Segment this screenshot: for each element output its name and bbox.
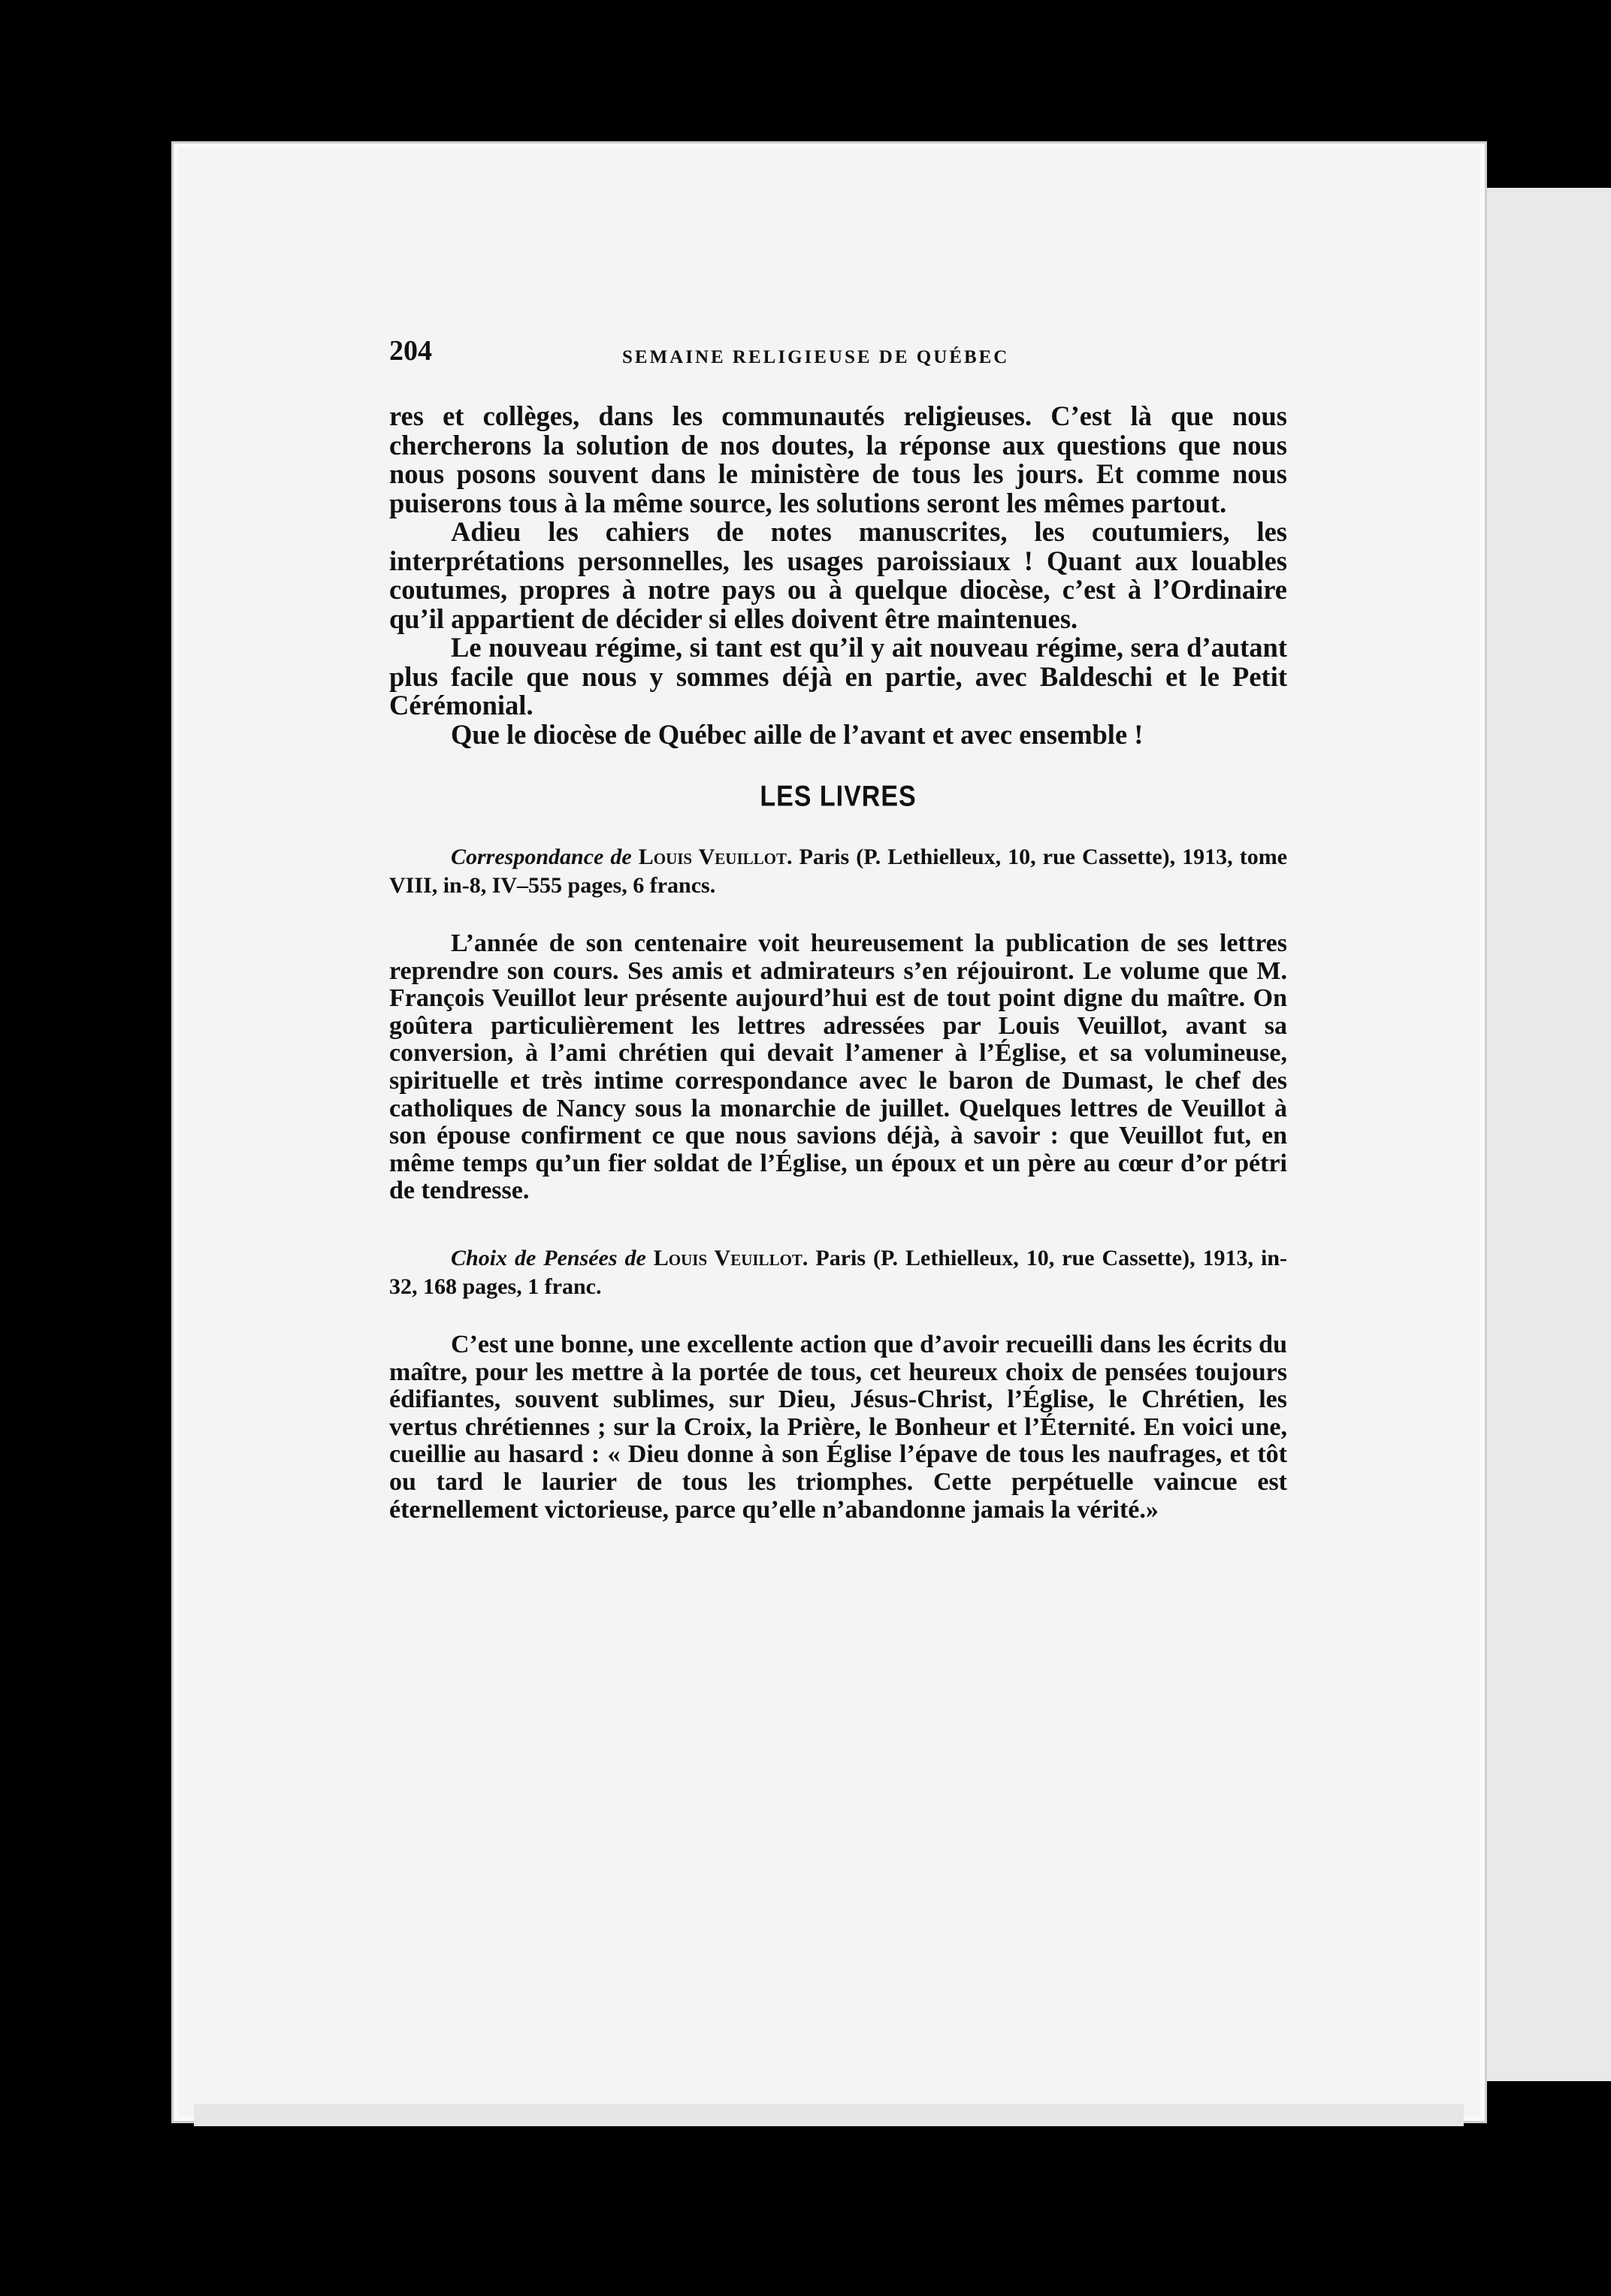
page-bottom-edge <box>194 2104 1464 2126</box>
book-title: Correspondance de <box>451 844 632 869</box>
paragraph-nouveau-regime: Le nouveau régime, si tant est qu’il y ait nouveau régime, sera d’autant plus facile que nous y sommes déjà en partie, avec Baldeschi et le Petit Cérémonial. <box>389 632 1287 721</box>
facing-page-edge <box>1473 188 1611 2081</box>
page-header <box>389 334 1283 379</box>
book-author: Louis Veuillot. <box>638 844 793 869</box>
book-reference <box>389 1244 1287 1301</box>
book-details: Paris (P. Lethielleux, 10, rue Cassette), 1913, tome VIII, in-8, IV–555 pages, 6 francs. <box>389 844 1288 898</box>
book-review: C’est une bonne, une excellente action que d’avoir recueilli dans les écrits du maître, pour les mettre à la portée de tous, cet heureux choix de pensées toujours édifiantes, souvent sublimes, sur Dieu, Jésus-Christ, l’Église, le Chrétien, les vertus chrétiennes ; sur la Croix, la Prière, le Bonheur et l’Éternité. En voici une, cueillie au hasard : « Dieu donne à son Église l’épave de tous les naufrages, et tôt ou tard le laurier de tous les triomphes. Cette perpétuelle vaincue est éternellement victorieuse, parce qu’elle n’abandonne jamais la vérité.» <box>389 1330 1287 1524</box>
running-head: SEMAINE RELIGIEUSE DE QUÉBEC <box>622 347 1010 367</box>
book-details: Paris (P. Lethielleux, 10, rue Cassette), 1913, in-32, 168 pages, 1 franc. <box>389 1245 1288 1299</box>
paragraph-continuation: res et collèges, dans les communautés religieuses. C’est là que nous chercherons la solution de nos doutes, la réponse aux questions que nous nous posons souvent dans le ministère de tous les jours. Et comme nous puiserons tous à la même source, les solutions seront les mêmes partout. <box>389 400 1287 518</box>
book-review: L’année de son centenaire voit heureusement la publication de ses lettres reprendre son cours. Ses amis et admirateurs s’en réjouiront. Le volume que M. François Veuillot leur présente aujourd’hui est de tout point digne du maître. On goûtera particulièrement les lettres adressées par Louis Veuillot, avant sa conversion, à l’ami chrétien qui devait l’amener à l’Église, et sa volumineuse, spirituelle et très intime correspondance avec le baron de Dumast, le chef des catholiques de Nancy sous la monarchie de juillet. Quelques lettres de Veuillot à son épouse confirment ce que nous savions déjà, à savoir : que Veuillot fut, en même temps qu’un fier soldat de l’Église, un époux et un père au cœur d’or pétri de tendresse. <box>389 929 1287 1205</box>
book-author: Louis Veuillot. <box>653 1245 809 1270</box>
book-reference <box>389 843 1287 900</box>
section-title: LES LIVRES <box>760 780 917 813</box>
paragraph-adieu: Adieu les cahiers de notes manuscrites, les coutumiers, les interprétations personnelles, les usages paroissiaux ! Quant aux louables coutumes, propres à notre pays ou à quelque diocèse, c’est à l’Ordinaire qu’il appartient de décider si elles doivent être maintenues. <box>389 516 1287 634</box>
book-title: Choix de Pensées de <box>451 1245 646 1270</box>
page-number: 204 <box>389 335 432 367</box>
text-column <box>389 402 1287 1563</box>
paragraph-closing: Que le diocèse de Québec aille de l’avant et avec ensemble ! <box>451 718 1144 750</box>
